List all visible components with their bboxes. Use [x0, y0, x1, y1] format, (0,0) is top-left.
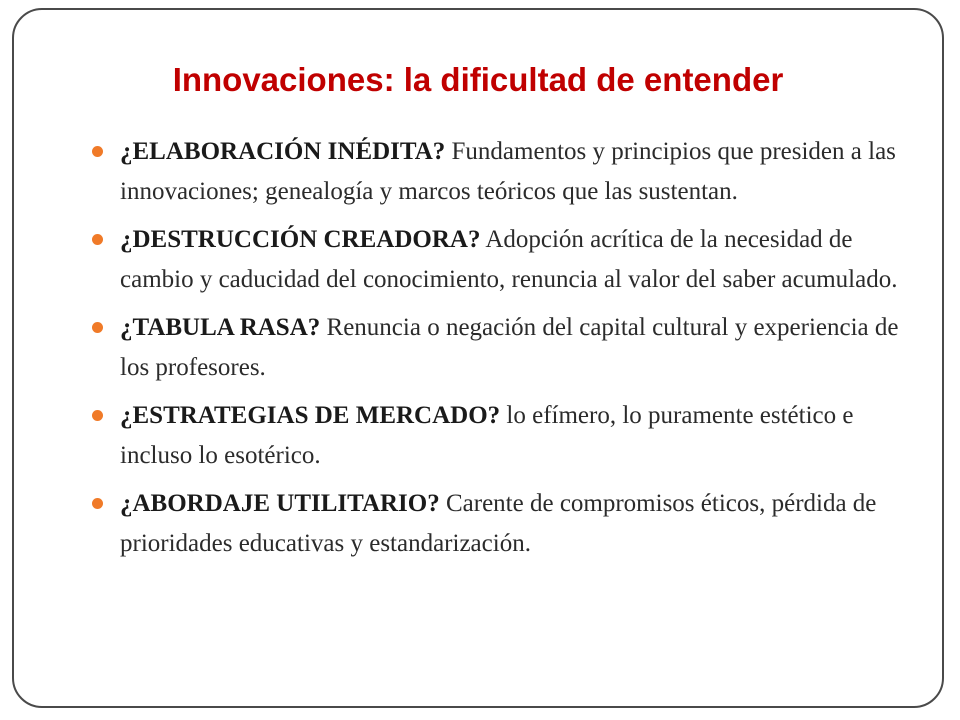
bullet-icon — [92, 498, 103, 509]
list-item — [88, 396, 908, 476]
bullet-icon — [92, 410, 103, 421]
bullet-lead: ¿DESTRUCCIÓN CREADORA? — [120, 226, 481, 253]
bullet-text: Fundamentos y principios que presiden a las innovaciones; genealogía y marcos teóricos que las sustentan. — [120, 138, 896, 205]
list-item — [88, 220, 908, 300]
list-item — [88, 484, 908, 564]
bullet-icon — [92, 322, 103, 333]
bullet-text: Adopción acrítica de la necesidad de cambio y caducidad del conocimiento, renuncia al valor del saber acumulado. — [120, 226, 898, 293]
bullet-icon — [92, 146, 103, 157]
bullet-text: Carente de compromisos éticos, pérdida de prioridades educativas y estandarización. — [120, 490, 877, 557]
list-item — [88, 132, 908, 212]
list-item — [88, 308, 908, 388]
bullet-icon — [92, 234, 103, 245]
slide-title: Innovaciones: la dificultad de entender — [172, 61, 784, 98]
slide-frame — [12, 8, 944, 708]
bullet-lead: ¿ELABORACIÓN INÉDITA? — [120, 138, 446, 165]
bullet-text: Renuncia o negación del capital cultural y experiencia de los profesores. — [120, 314, 899, 381]
bullet-list — [88, 132, 908, 572]
bullet-text: lo efímero, lo puramente estético e incluso lo esotérico. — [120, 402, 854, 469]
bullet-lead: ¿ABORDAJE UTILITARIO? — [120, 490, 440, 517]
bullet-lead: ¿ESTRATEGIAS DE MERCADO? — [120, 402, 501, 429]
bullet-lead: ¿TABULA RASA? — [120, 314, 321, 341]
